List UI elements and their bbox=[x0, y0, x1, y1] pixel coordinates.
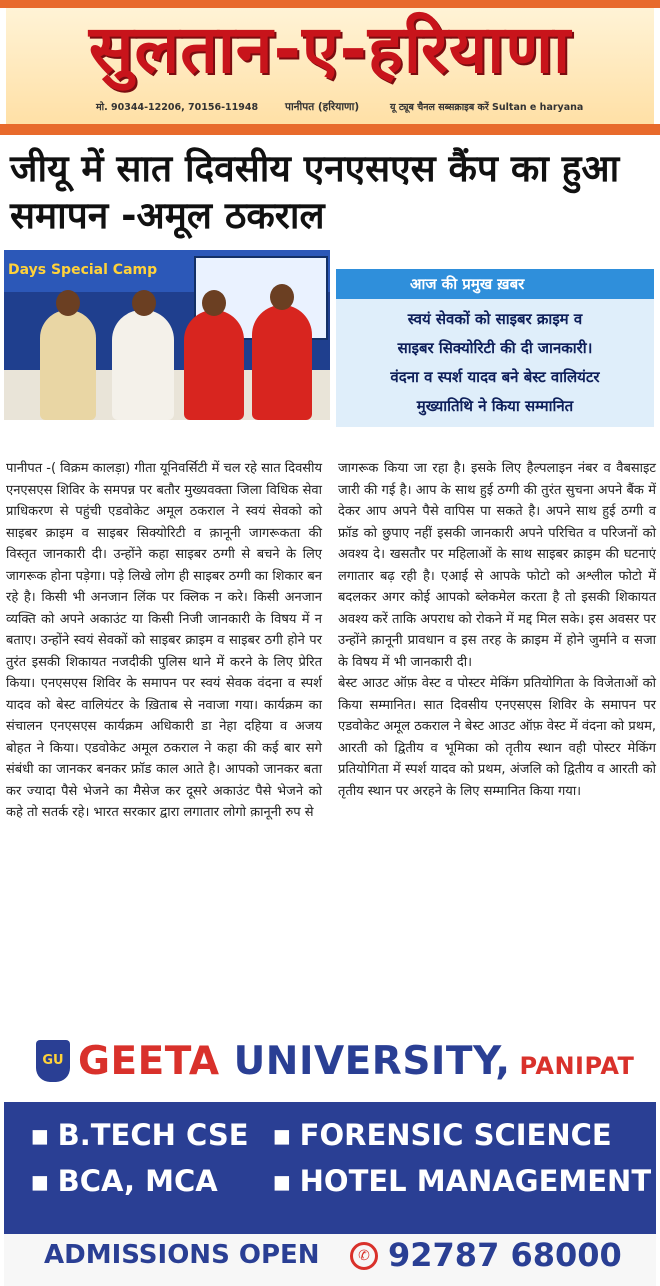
masthead-top-bar bbox=[0, 0, 660, 8]
highlight-line: वंदना व स्पर्श यादव बने बेस्ट वालियंटर bbox=[390, 368, 600, 386]
university-name-university: UNIVERSITY, bbox=[219, 1039, 511, 1084]
photo-person-head bbox=[56, 290, 80, 316]
photo-person bbox=[184, 310, 244, 420]
photo-person-head bbox=[202, 290, 226, 316]
university-advertisement bbox=[4, 1018, 656, 1286]
course-label: B.TECH CSE bbox=[57, 1118, 249, 1152]
photo-person bbox=[112, 310, 174, 420]
headline-line-1: जीयू में सात दिवसीय एनएसएस कैंप का हुआ bbox=[10, 147, 620, 190]
highlight-header: आज की प्रमुख ख़बर bbox=[336, 269, 654, 299]
phone-icon: ✆ bbox=[350, 1242, 378, 1270]
article-paragraph: जागरूक किया जा रहा है। इसके लिए हैल्पलाइन नंबर व वैबसाइट जारी की गई है। आप के साथ हुई ठग्गी की तुरंत सुचना अपने बैंक में देकर आप अपने पैसे वापिस पा सकते है। अपने साथ हुई ठग्गी व फ्रॉड को छुपाए नहीं इसकी जानकारी अपने परिचित व परिजनों को अवश्य दे। खसतौर पर महिलाओं के साथ साइबर क्राइम की घटनाएं लगातार बढ़ रही है। एआई से आपके फोटो को अश्लील फोटो में बदलकर अगर कोई आपको ब्लेकमेल करता है तो इसकी शिकायत अवश्य करें ताकि अपराध को रोकने में मद्द मिल सके। इस अवसर पर उन्होंने क़ानूनी प्रावधान व इस तरह के क्राइम में होने जुर्माने व सजा के विषय में भी जानकारी दी। bbox=[338, 461, 656, 670]
university-name bbox=[78, 1038, 634, 1090]
masthead-bottom-bar bbox=[0, 124, 660, 135]
photo-person bbox=[40, 310, 96, 420]
article-photo bbox=[4, 250, 330, 420]
bullet-icon: ▪ bbox=[30, 1164, 50, 1198]
university-name-geeta: GEETA bbox=[78, 1039, 220, 1084]
bullet-icon: ▪ bbox=[272, 1164, 292, 1198]
masthead bbox=[0, 0, 660, 135]
article-column-right bbox=[338, 458, 656, 802]
highlight-line: साइबर सिक्योरिटी की दी जानकारी। bbox=[397, 339, 593, 357]
university-logo: GU bbox=[36, 1040, 70, 1082]
course-item bbox=[30, 1164, 218, 1198]
photo-person-head bbox=[132, 290, 156, 316]
headline-line-2: समापन -अमूल ठकराल bbox=[10, 194, 325, 237]
article-headline bbox=[10, 145, 650, 239]
photo-person-head bbox=[270, 284, 294, 310]
newspaper-title: सुलतान-ए-हरियाणा bbox=[88, 11, 572, 88]
article-paragraph: पानीपत -( विक्रम कालड़ा) गीता यूनिवर्सिटी में चल रहे सात दिवसीय एनएसएस शिविर के समपन्न पर बतौर मुख्यवक्ता जिला विधिक सेवा प्राधिकरण से पहुंची एडवोकेट अमूल ठकराल ने स्वयं सेवको को साइबर क्राइम व साइबर सिक्योरिटी व क़ानूनी जागरूकता की विस्तृत जानकारी दी। उन्होंने कहा साइबर ठग्गी से बचने के लिए जागरूक होना पड़ेगा। पड़े लिखे लोग ही साइबर ठग्गी का शिकार बन रहे है। किसी भी अनजान लिंक पर क्लिक न करे। किसी अनजान व्यक्ति को अपने अकाउंट या किसी निजी जानकारी के विषय में न बताए। उन्होंने स्वयं सेवकों को साइबर क्राइम व साइबर ठगी होने पर तुरंत इसकी शिकायत नजदीकी पुलिस थाने में करने के लिए प्रेरित किया। एनएसएस शिविर के समापन पर स्वयं सेवक वंदना व स्पर्श यादव को बेस्ट वालियंटर के ख़िताब से नवाजा गया। कार्यक्रम का संचालन एनएसएस कार्यक्रम अधिकारी डा नेहा दहिया व अजय बोहत ने किया। एडवोकेट अमूल ठकराल ने कहा की कई बार सगे संबंधी का जानकर बनकर फ्रॉड काल आते है। आपको जानकर बता कर ज्यादा पैसे भेजने का मैसेज कर दूसरे अकाउंट पैसे भेजने को कहे तो सतर्क रहे। भारत सरकार द्वारा लगातार लोगो क़ानूनी रुप से bbox=[6, 461, 322, 820]
article-paragraph: बेस्ट आउट ऑफ़ वेस्ट व पोस्टर मेकिंग प्रतियोगिता के विजेताओं को किया सम्मानित। सात दिवसीय एनएसएस शिविर के समापन पर एडवोकेट अमूल ठकराल ने बेस्ट आउट ऑफ़ वेस्ट में वंदना को प्रथम, आरती को द्वितीय व भूमिका को तृतीय स्थान वही पोस्टर मेकिंग प्रतियोगिता में स्पर्श यादव को प्रथम, अंजलि को द्वितीय व आरती को तृतीय स्थान पर अरहने के लिए सम्मानित किया गया। bbox=[338, 676, 656, 799]
photo-person bbox=[252, 305, 312, 420]
course-label: BCA, MCA bbox=[57, 1164, 218, 1198]
highlight-line: स्वयं सेवकों को साइबर क्राइम व bbox=[407, 310, 583, 328]
course-label: FORENSIC SCIENCE bbox=[299, 1118, 612, 1152]
bullet-icon: ▪ bbox=[30, 1118, 50, 1152]
article-column-left bbox=[6, 458, 322, 824]
highlight-line: मुख्यातिथि ने किया सम्मानित bbox=[416, 397, 574, 415]
highlight-box bbox=[336, 269, 654, 427]
admissions-open-text: ADMISSIONS OPEN bbox=[44, 1240, 320, 1270]
university-name-panipat: PANIPAT bbox=[510, 1052, 635, 1080]
admissions-phone-number: 92787 68000 bbox=[388, 1236, 622, 1274]
masthead-place: पानीपत (हरियाणा) bbox=[285, 101, 360, 113]
course-item bbox=[30, 1118, 249, 1152]
photo-banner-text: Days Special Camp bbox=[8, 262, 158, 278]
masthead-phone: मो. 90344-12206, 70156-11948 bbox=[96, 102, 259, 113]
course-item bbox=[272, 1164, 651, 1198]
course-item bbox=[272, 1118, 612, 1152]
course-label: HOTEL MANAGEMENT bbox=[299, 1164, 652, 1198]
bullet-icon: ▪ bbox=[272, 1118, 292, 1152]
masthead-youtube: यू ट्यूब चैनल सब्सक्राइब करें Sultan e haryana bbox=[390, 102, 584, 113]
